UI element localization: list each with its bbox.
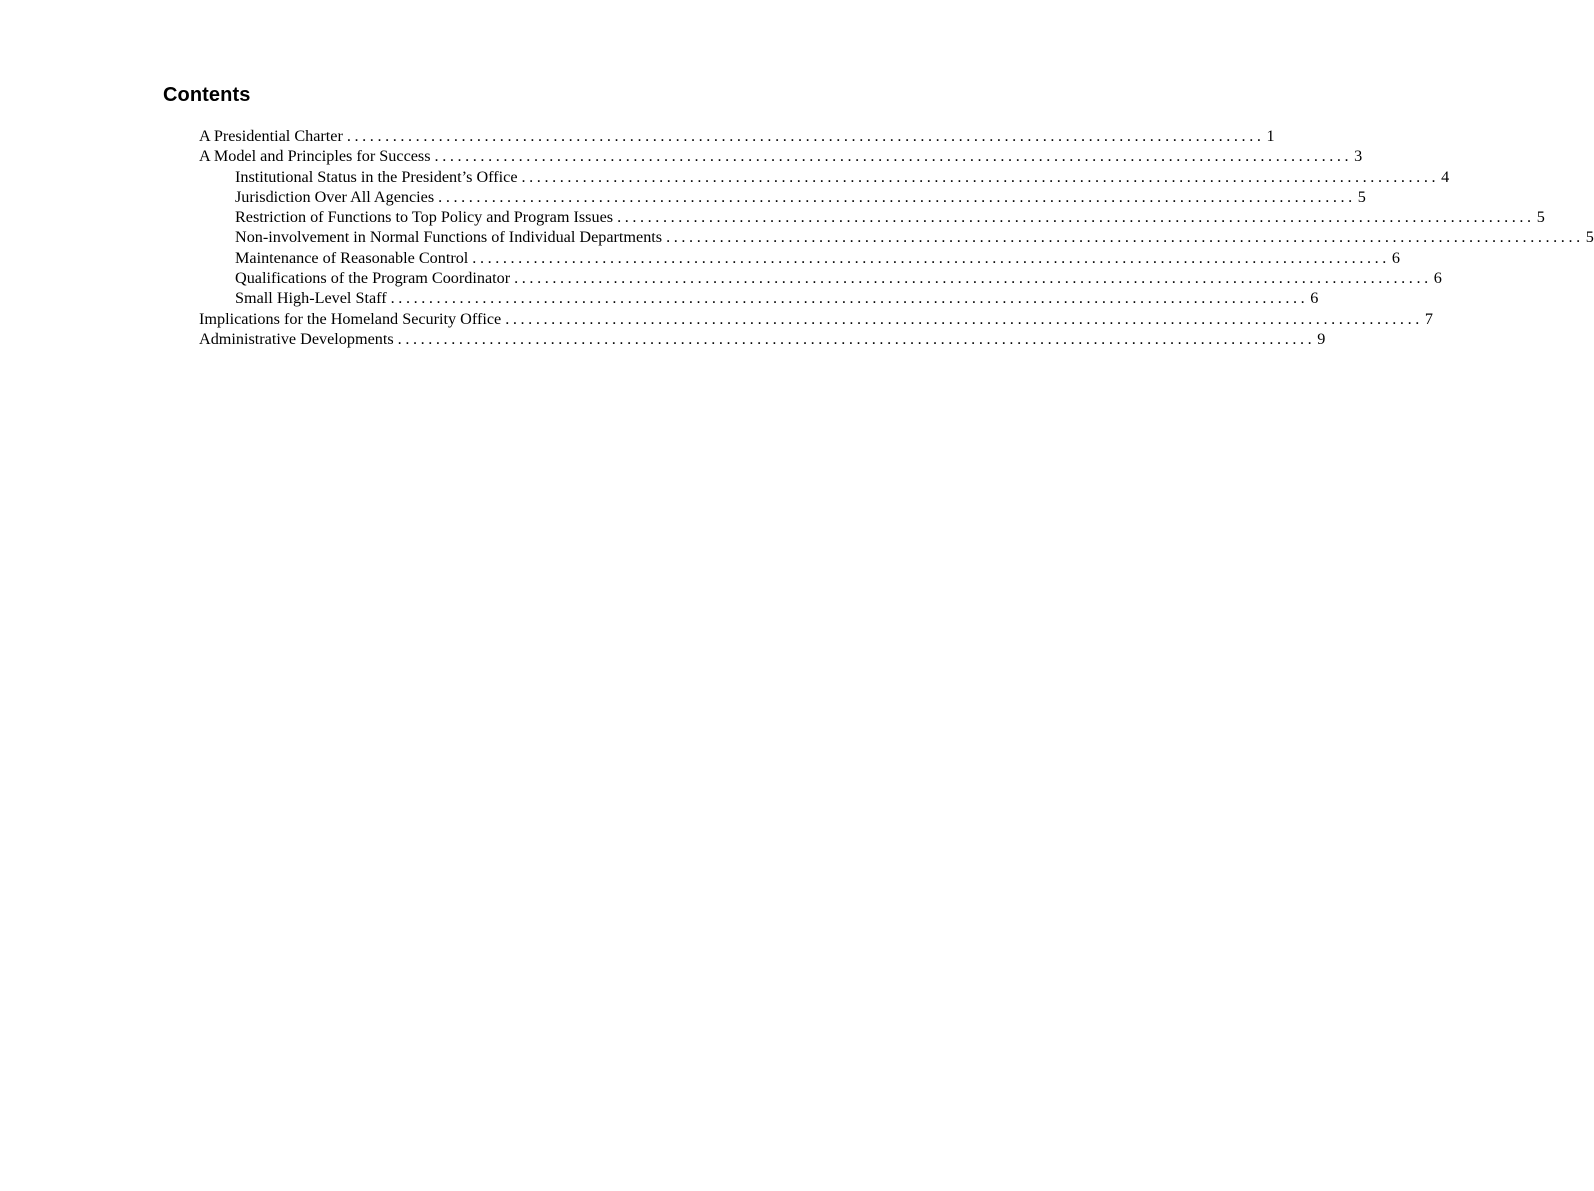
toc-entry-title: Small High-Level Staff — [235, 289, 387, 308]
toc-entry[interactable] — [199, 187, 1366, 207]
toc-page-number: 7 — [1424, 309, 1433, 328]
dot-leader: ........................................................................................................................ — [397, 329, 1316, 348]
toc-entry[interactable] — [199, 227, 1594, 247]
dot-leader: ........................................................................................................................ — [505, 309, 1423, 328]
toc-entry[interactable] — [199, 309, 1433, 329]
toc-page-number: 5 — [1357, 187, 1366, 206]
toc-page-number: 5 — [1585, 228, 1594, 247]
dot-leader: ........................................................................................................................ — [434, 147, 1353, 166]
toc-page-number: 4 — [1441, 167, 1450, 186]
toc-entry[interactable] — [199, 329, 1326, 349]
toc-entry-title: Restriction of Functions to Top Policy and Program Issues — [235, 208, 614, 227]
toc-entry[interactable] — [199, 207, 1545, 227]
toc-page-number: 6 — [1310, 289, 1319, 308]
toc-page-number: 5 — [1536, 208, 1545, 227]
dot-leader: ........................................................................................................................ — [521, 167, 1440, 186]
toc-page-number: 6 — [1391, 248, 1401, 267]
dot-leader: ........................................................................................................................ — [438, 187, 1356, 206]
toc-entry-title: A Presidential Charter — [199, 127, 343, 145]
toc-entry-title: Maintenance of Reasonable Control — [235, 248, 469, 267]
toc-entry-title: Implications for the Homeland Security Office — [199, 309, 502, 328]
toc-page-number: 1 — [1266, 127, 1275, 145]
dot-leader: ........................................................................................................................ — [472, 248, 1390, 267]
toc-entry[interactable] — [199, 268, 1442, 288]
toc-entry[interactable] — [199, 167, 1450, 187]
dot-leader: ........................................................................................................................ — [346, 127, 1265, 145]
table-of-contents — [199, 126, 1594, 349]
toc-entry-title: Administrative Developments — [199, 329, 394, 348]
page-title: Contents — [163, 84, 251, 106]
dot-leader: ........................................................................................................................ — [666, 228, 1584, 247]
toc-entry[interactable] — [199, 146, 1363, 166]
dot-leader: ........................................................................................................................ — [390, 289, 1309, 308]
toc-entry[interactable] — [199, 288, 1319, 308]
toc-page-number: 6 — [1433, 269, 1442, 288]
dot-leader: ........................................................................................................................ — [617, 208, 1535, 227]
toc-entry-title: Institutional Status in the President’s Office — [235, 167, 518, 186]
toc-entry[interactable] — [199, 248, 1401, 268]
toc-page-number: 9 — [1317, 329, 1326, 348]
toc-page-number: 3 — [1354, 147, 1363, 166]
dot-leader: ........................................................................................................................ — [514, 269, 1432, 288]
toc-entry[interactable] — [199, 126, 1275, 146]
toc-entry-title: Jurisdiction Over All Agencies — [235, 187, 435, 206]
toc-entry-title: Qualifications of the Program Coordinator — [235, 269, 511, 288]
toc-entry-title: A Model and Principles for Success — [199, 147, 431, 166]
toc-entry-title: Non-involvement in Normal Functions of Individual Departments — [235, 228, 663, 247]
